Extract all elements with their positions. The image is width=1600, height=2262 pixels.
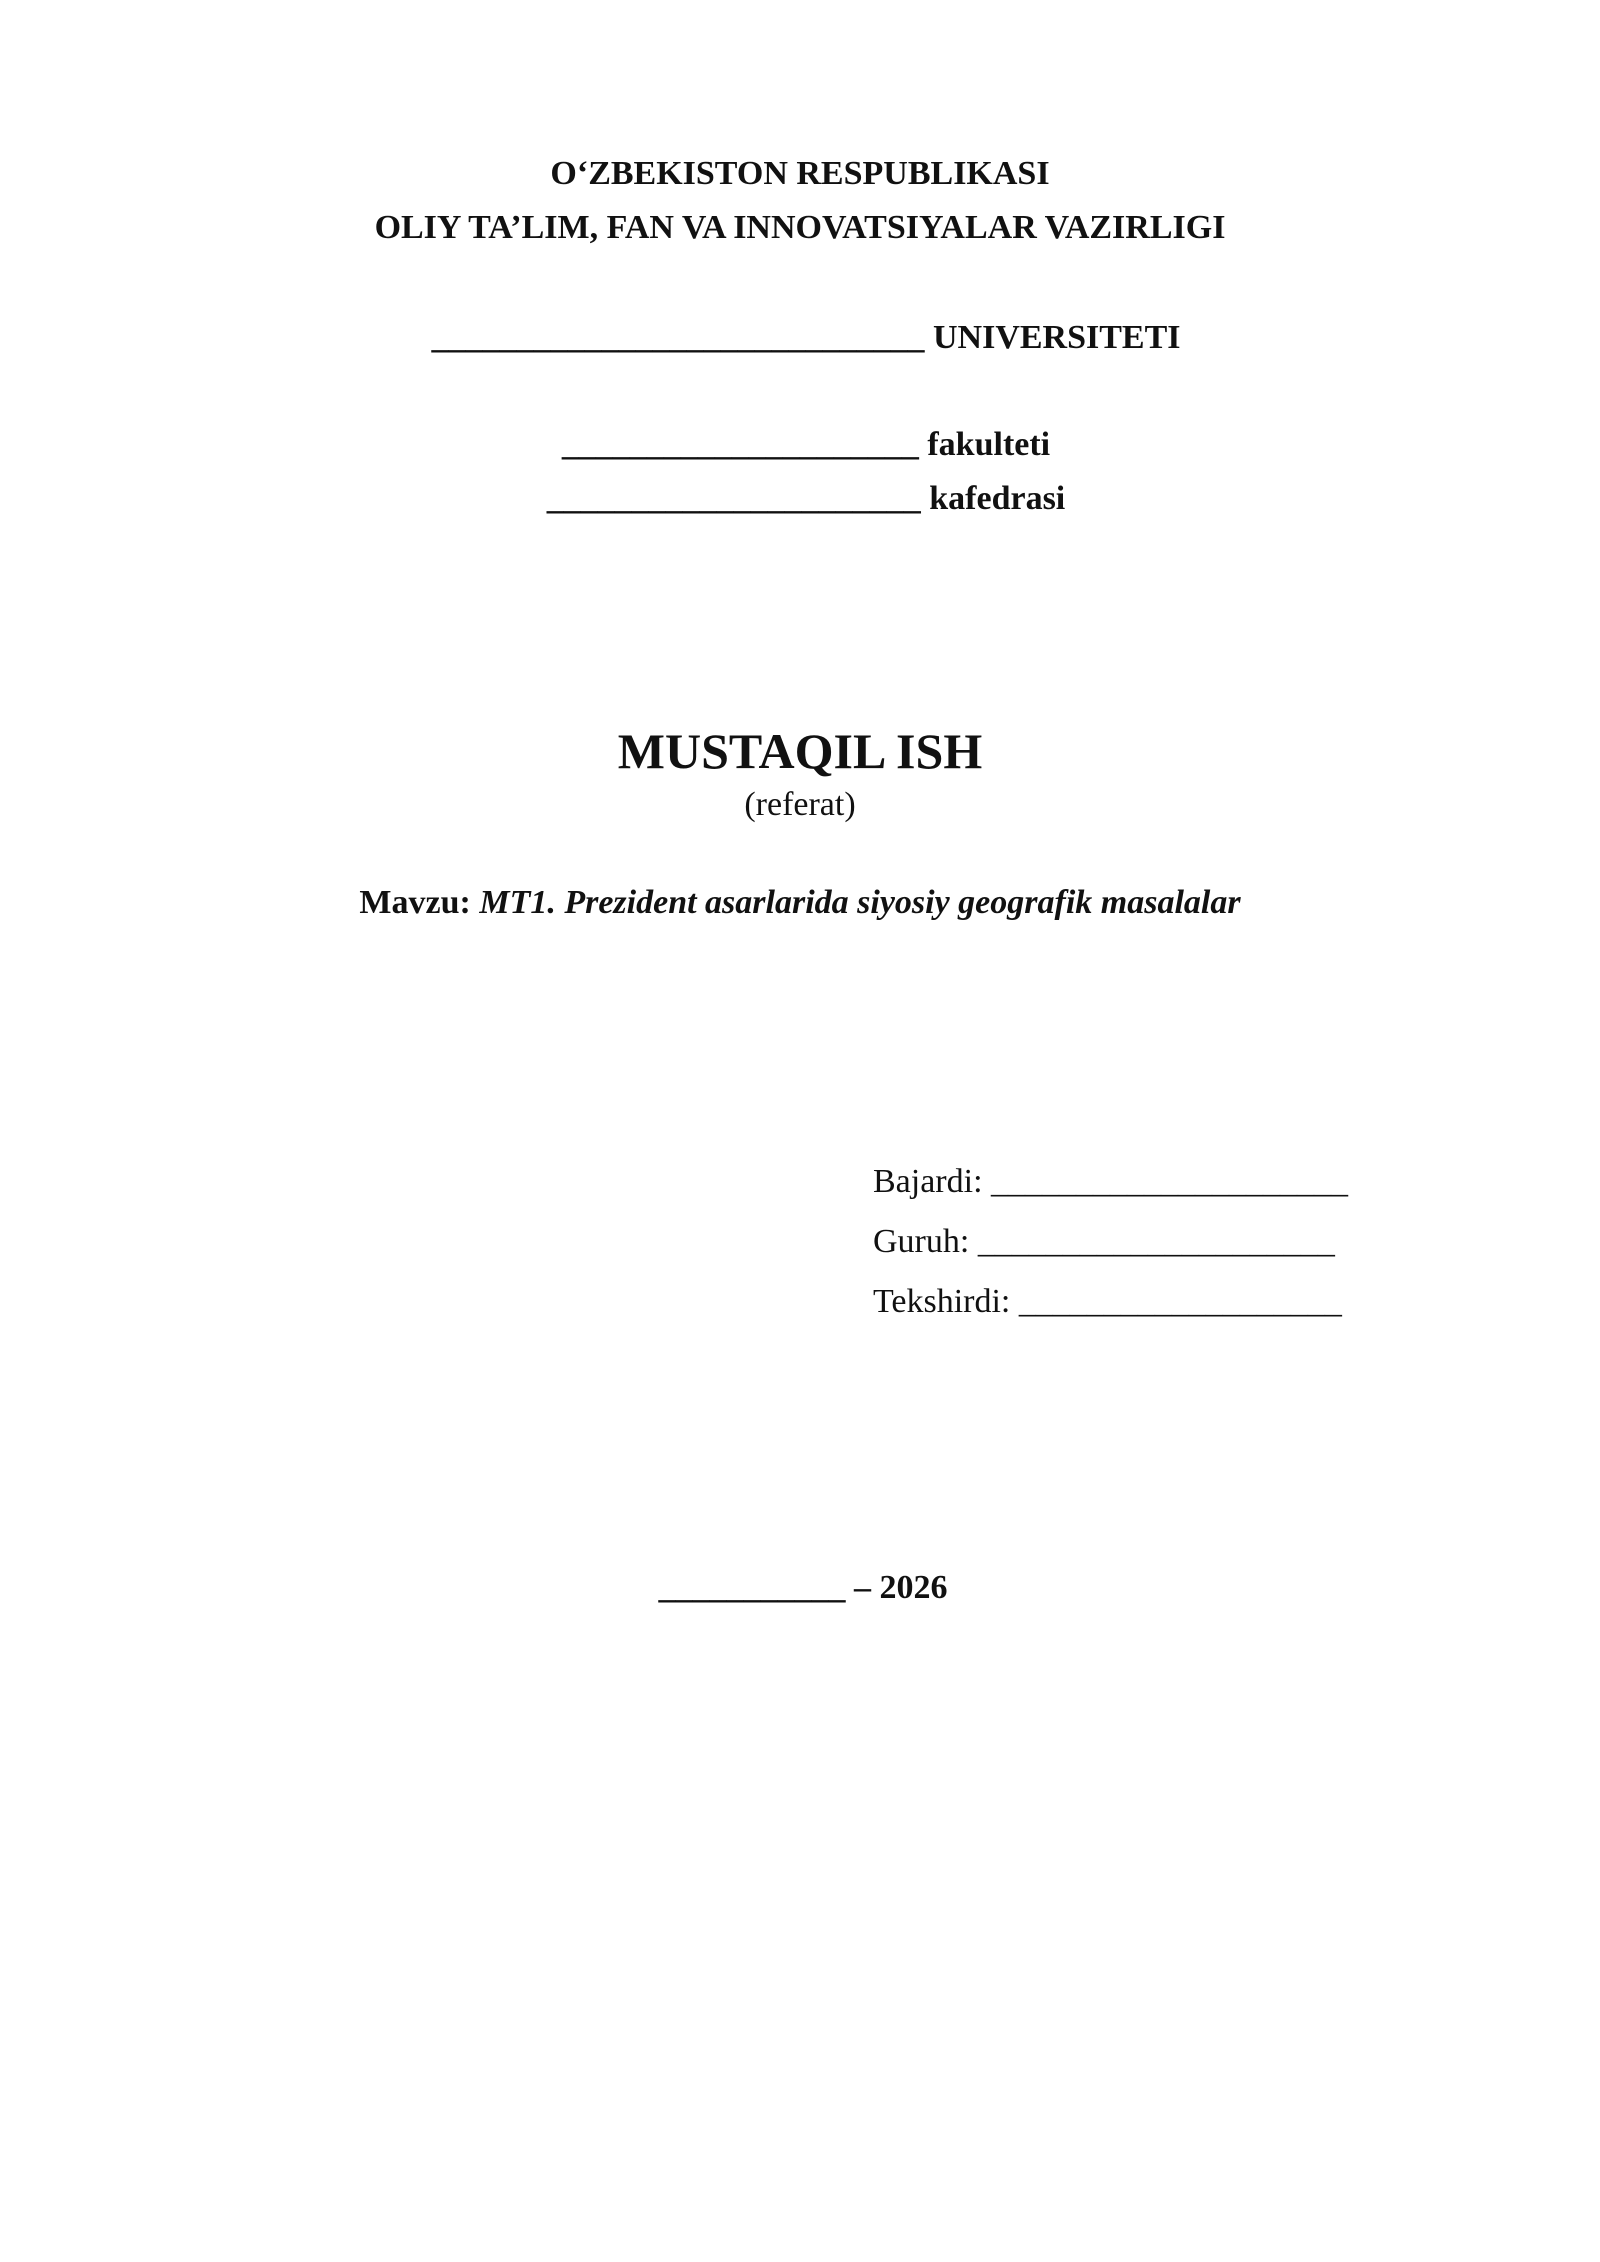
footer-year: ___________ – 2026: [658, 1569, 948, 1606]
header-ministry: OLIY TA’LIM, FAN VA INNOVATSIYALAR VAZIRLIGI: [374, 209, 1226, 246]
topic-label: Mavzu:: [359, 884, 471, 921]
faculty-line: _____________________ fakulteti: [561, 426, 1051, 463]
document-subtitle: (referat): [744, 786, 856, 823]
university-line: _____________________________ UNIVERSITETI: [431, 319, 1181, 356]
signature-done-by: Bajardi: _____________________: [873, 1163, 1349, 1200]
topic-value: MT1. Prezident asarlarida siyosiy geografik masalalar: [479, 884, 1241, 921]
header-republic: O‘ZBEKISTON RESPUBLIKASI: [550, 155, 1050, 192]
department-line: ______________________ kafedrasi: [546, 480, 1066, 517]
topic-line: [0, 883, 1600, 923]
signature-checked-by: Tekshirdi: ___________________: [873, 1283, 1342, 1320]
document-title: MUSTAQIL ISH: [617, 723, 983, 779]
signature-group: Guruh: _____________________: [873, 1223, 1335, 1260]
